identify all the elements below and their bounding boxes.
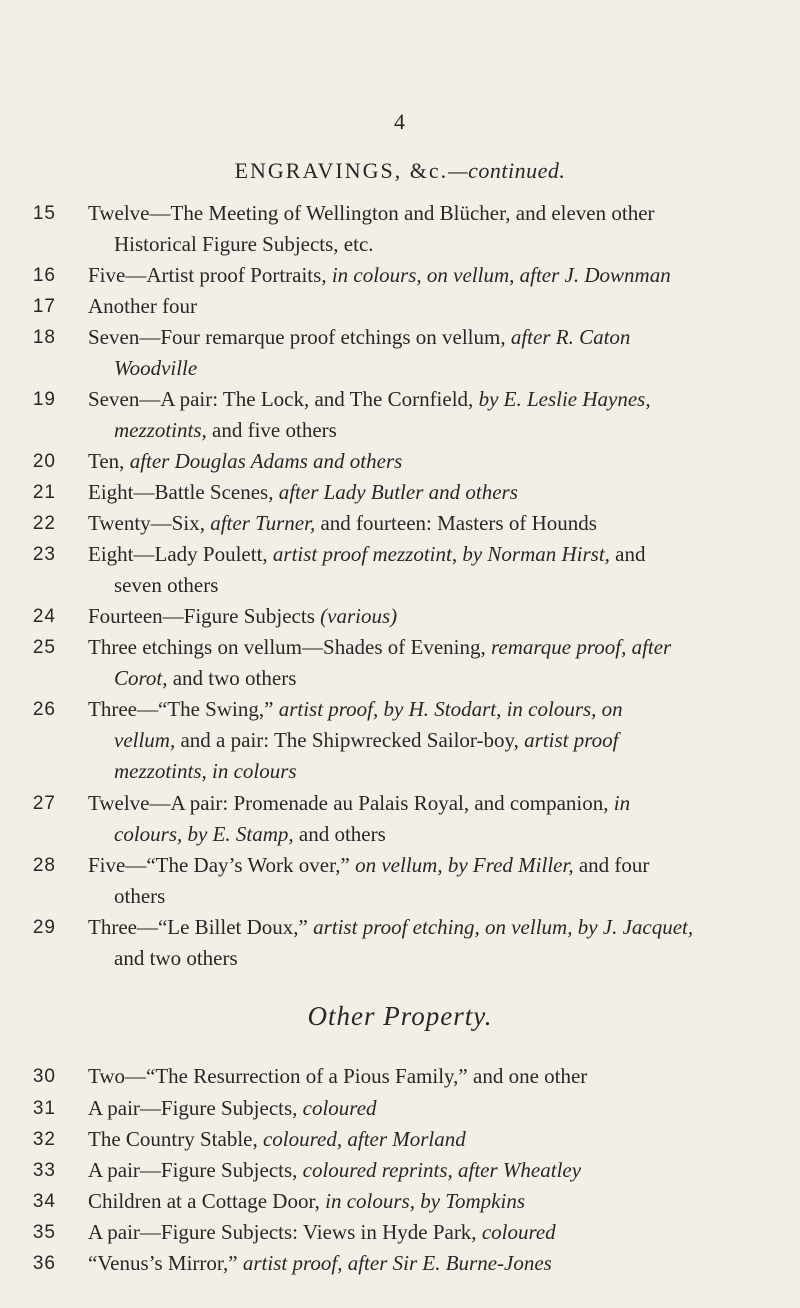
lot-number: 29 xyxy=(32,917,56,938)
section-heading-other-property: Other Property. xyxy=(307,1001,493,1031)
lot-description: Fourteen—Figure Subjects (various) xyxy=(88,604,398,628)
lot-description: A pair—Figure Subjects, coloured reprints, after Wheatley xyxy=(88,1158,582,1182)
lot-description: Three etchings on vellum—Shades of Evening, remarque proof, after Corot, and two others xyxy=(88,635,672,690)
lot-description: Eight—Battle Scenes, after Lady Butler and others xyxy=(88,480,518,504)
lot-number: 15 xyxy=(32,203,56,224)
lot-description: Another four xyxy=(88,294,198,318)
lot-number: 26 xyxy=(32,699,56,720)
lot-number: 34 xyxy=(32,1191,56,1212)
lot-description: Eight—Lady Poulett, artist proof mezzotint, by Norman Hirst, and seven others xyxy=(88,542,646,597)
lot-number: 16 xyxy=(32,265,56,286)
lot-number: 27 xyxy=(32,793,56,814)
lot-number: 28 xyxy=(32,855,56,876)
lot-description: The Country Stable, coloured, after Morland xyxy=(88,1127,466,1151)
lot-number: 18 xyxy=(32,327,56,348)
lot-description: A pair—Figure Subjects: Views in Hyde Park, coloured xyxy=(88,1220,556,1244)
lot-description: Five—Artist proof Portraits, in colours, on vellum, after J. Downman xyxy=(88,263,671,287)
lot-description: Two—“The Resurrection of a Pious Family,” and one other xyxy=(88,1064,588,1088)
lot-number: 17 xyxy=(32,296,56,317)
lot-number: 20 xyxy=(32,451,56,472)
lot-number: 35 xyxy=(32,1222,56,1243)
lot-number: 36 xyxy=(32,1253,56,1274)
lot-number: 22 xyxy=(32,513,56,534)
lot-number: 19 xyxy=(32,389,56,410)
lot-number: 33 xyxy=(32,1160,56,1181)
heading-main: ENGRAVINGS, &c. xyxy=(234,158,449,183)
lot-description: Twenty—Six, after Turner, and fourteen: Masters of Hounds xyxy=(88,511,597,535)
lot-description: Three—“The Swing,” artist proof, by H. Stodart, in colours, on vellum, and a pair: The Shipwrecked Sailor-boy, artist proof mezzotints, in colours xyxy=(88,697,623,783)
lot-number: 24 xyxy=(32,606,56,627)
heading-continued: —continued. xyxy=(448,158,566,183)
lot-description: Five—“The Day’s Work over,” on vellum, by Fred Miller, and four others xyxy=(88,853,650,908)
lot-description: Three—“Le Billet Doux,” artist proof etching, on vellum, by J. Jacquet, and two others xyxy=(88,915,694,970)
lot-number: 21 xyxy=(32,482,56,503)
lot-description: Seven—Four remarque proof etchings on vellum, after R. Caton Woodville xyxy=(88,325,631,380)
lot-description: Seven—A pair: The Lock, and The Cornfield, by E. Leslie Haynes, mezzotints, and five others xyxy=(88,387,651,442)
lot-number: 23 xyxy=(32,544,56,565)
section-heading-engravings xyxy=(0,158,800,184)
lot-number: 30 xyxy=(32,1066,56,1087)
lot-description: Ten, after Douglas Adams and others xyxy=(88,449,403,473)
lot-number: 32 xyxy=(32,1129,56,1150)
page-number: 4 xyxy=(394,109,406,134)
lot-number: 25 xyxy=(32,637,56,658)
lot-description: Twelve—A pair: Promenade au Palais Royal, and companion, in colours, by E. Stamp, and others xyxy=(88,791,631,846)
lot-number: 31 xyxy=(32,1098,56,1119)
lot-description: A pair—Figure Subjects, coloured xyxy=(88,1096,377,1120)
lot-description: Children at a Cottage Door, in colours, by Tompkins xyxy=(88,1189,526,1213)
lot-description: Twelve—The Meeting of Wellington and Blücher, and eleven other Historical Figure Subjects, etc. xyxy=(88,201,655,256)
lot-description: “Venus’s Mirror,” artist proof, after Sir E. Burne-Jones xyxy=(88,1251,552,1275)
